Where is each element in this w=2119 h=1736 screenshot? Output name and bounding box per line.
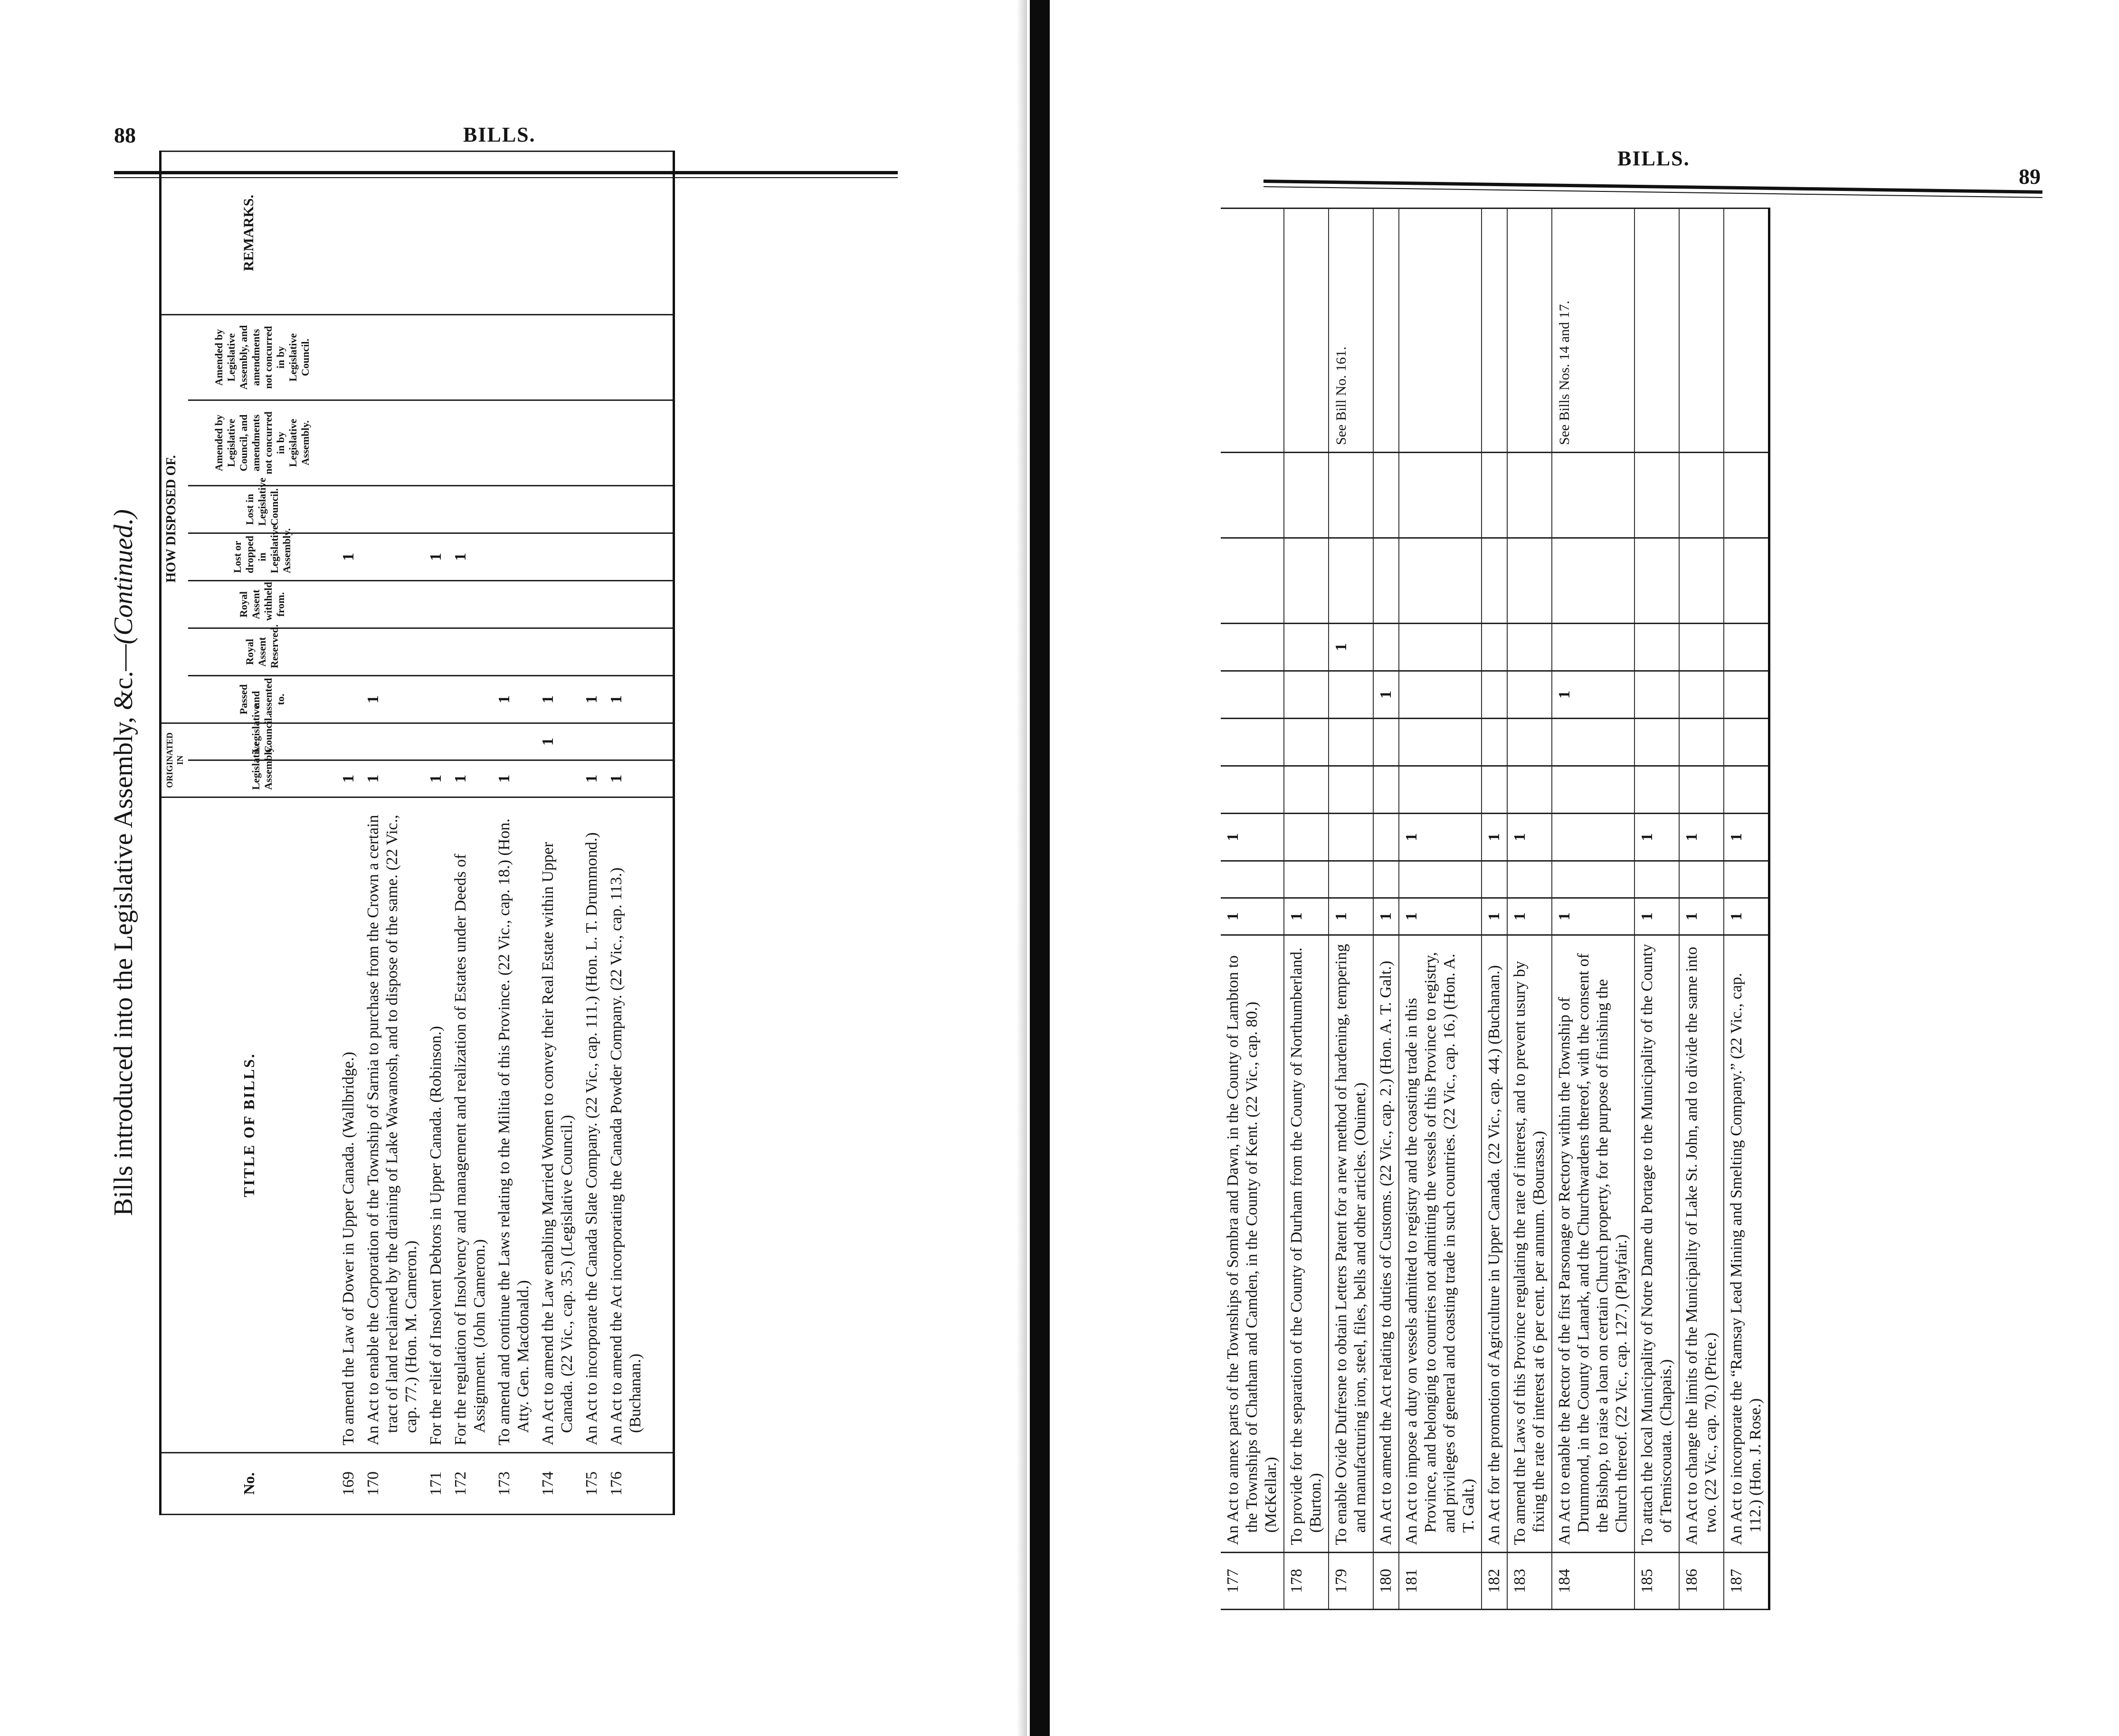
remarks-cell — [336, 151, 361, 314]
bill-number: 178 — [1284, 1553, 1329, 1610]
bill-title: An Act to amend the Law enabling Married Women to convey their Real Estate within Upper Canada. (22 Vic., cap. 35.) (Legislative Council.) — [536, 797, 580, 1453]
bill-title: To enable Ovide Dufresne to obtain Letters Patent for a new method of hardening, tempering and manufacturing iron, steel, files, bells and other articles. (Ouimet.) — [1329, 935, 1373, 1553]
cell-mark — [1284, 814, 1329, 861]
cell-mark — [1507, 624, 1552, 671]
bill-title: An Act to incorporate the Canada Slate Company. (22 Vic., cap. 111.) (Hon. L. T. Drummond.) — [580, 797, 604, 1453]
cell-mark — [1329, 671, 1373, 719]
cell-mark — [1724, 453, 1769, 538]
cell-mark — [424, 314, 448, 400]
col-how-disposed: HOW DISPOSED OF. — [161, 314, 189, 723]
table-row — [1373, 209, 1399, 1610]
table-row — [1552, 209, 1634, 1610]
table-row — [1724, 209, 1769, 1610]
running-header: BILLS. — [1617, 147, 1690, 170]
col-lost-dropped-la: Lost or dropped in Legislative Assembly. — [188, 533, 336, 581]
cell-mark — [1221, 671, 1284, 719]
bill-number: 176 — [604, 1453, 648, 1515]
cell-mark: 1 — [1482, 814, 1507, 861]
header-row — [161, 151, 189, 1514]
cell-mark — [1507, 861, 1552, 898]
col-lost-lc: Lost in Legislative Council. — [188, 486, 336, 533]
cell-mark — [1329, 453, 1373, 538]
cell-mark — [336, 581, 361, 628]
cell-mark: 1 — [580, 676, 604, 723]
remarks-cell — [424, 151, 448, 314]
cell-mark — [1399, 671, 1482, 719]
cell-mark — [1373, 719, 1399, 766]
col-title: TITLE OF BILLS. — [161, 797, 337, 1453]
cell-mark: 1 — [1552, 671, 1634, 719]
table-row — [1679, 209, 1724, 1610]
cell-mark — [1284, 719, 1329, 766]
cell-mark: 1 — [1329, 624, 1373, 671]
cell-mark — [1724, 671, 1769, 719]
remarks-cell — [1482, 209, 1507, 453]
cell-mark — [1552, 766, 1634, 814]
cell-mark: 1 — [1634, 898, 1679, 935]
col-amended-lc: Amended by Legislative Council, and amendments not concurred in by Legislative Assembly. — [188, 400, 336, 486]
bill-number: 179 — [1329, 1553, 1373, 1610]
remarks-cell — [1634, 209, 1679, 453]
col-remarks: REMARKS. — [161, 151, 337, 314]
cell-mark — [1679, 453, 1724, 538]
col-royal-reserved: Royal Assent Reserved. — [188, 628, 336, 676]
cell-mark — [1507, 538, 1552, 624]
cell-mark — [1724, 861, 1769, 898]
col-originated-in: ORIGINATED IN — [161, 723, 189, 797]
cell-mark — [1399, 861, 1482, 898]
table-row — [1507, 209, 1552, 1610]
cell-mark: 1 — [1221, 814, 1284, 861]
cell-mark: 1 — [361, 676, 424, 723]
cell-mark — [604, 314, 648, 400]
cell-mark: 1 — [424, 760, 448, 797]
cell-mark — [424, 628, 448, 676]
bills-table-right — [1221, 208, 1770, 1610]
cell-mark — [1373, 814, 1399, 861]
cell-mark — [361, 533, 424, 581]
bill-title: For the regulation of Insolvency and management and realization of Estates under Deeds of Assignment. (John Cameron.) — [448, 797, 492, 1453]
table-row — [604, 151, 648, 1514]
cell-mark — [1482, 453, 1507, 538]
cell-mark — [580, 628, 604, 676]
cell-mark — [1634, 624, 1679, 671]
cell-mark — [492, 400, 536, 486]
table-row — [1634, 209, 1679, 1610]
cell-mark — [604, 400, 648, 486]
remarks-cell — [1399, 209, 1482, 453]
cell-mark — [361, 723, 424, 760]
empty-cell — [648, 797, 674, 1453]
cell-mark — [448, 676, 492, 723]
cell-mark — [492, 314, 536, 400]
bill-number: 172 — [448, 1453, 492, 1515]
bill-title: To amend the Law of Dower in Upper Canada. (Wallbridge.) — [336, 797, 361, 1453]
remarks-cell — [1507, 209, 1552, 453]
cell-mark — [361, 400, 424, 486]
cell-mark — [1284, 538, 1329, 624]
bill-title: To provide for the separation of the County of Durham from the County of Northumberland. (Burton.) — [1284, 935, 1329, 1553]
cell-mark — [1634, 861, 1679, 898]
cell-mark — [424, 581, 448, 628]
cell-mark: 1 — [448, 760, 492, 797]
bill-title: An Act to impose a duty on vessels admitted to registry and the coasting trade in this Province, and belonging to countries not admitting the vessels of this Province to registry, and privileges of general and coasting trade in such countries. (22 Vic., cap. 16.) (Hon. A. T. Galt.) — [1399, 935, 1482, 1553]
left-table-rotated — [159, 151, 675, 1515]
cell-mark — [1329, 861, 1373, 898]
cell-mark: 1 — [336, 533, 361, 581]
page-number: 88 — [114, 123, 136, 147]
cell-mark — [1634, 719, 1679, 766]
bill-number: 185 — [1634, 1553, 1679, 1610]
remarks-cell — [1221, 209, 1284, 453]
bill-number: 180 — [1373, 1553, 1399, 1610]
bill-title: An Act to annex parts of the Townships of Sombra and Dawn, in the County of Lambton to the Townships of Chatham and Camden, in the County of Kent. (22 Vic., cap. 80.) (McKellar.) — [1221, 935, 1284, 1553]
cell-mark — [1221, 624, 1284, 671]
cell-mark — [1679, 861, 1724, 898]
cell-mark — [1482, 861, 1507, 898]
cell-mark — [536, 760, 580, 797]
cell-mark — [1221, 766, 1284, 814]
cell-mark — [1507, 453, 1552, 538]
cell-mark: 1 — [361, 760, 424, 797]
cell-mark — [1284, 861, 1329, 898]
cell-mark — [1679, 671, 1724, 719]
cell-mark: 1 — [492, 676, 536, 723]
cell-mark: 1 — [1399, 898, 1482, 935]
cell-mark — [1373, 453, 1399, 538]
bill-title: An Act to change the limits of the Municipality of Lake St. John, and to divide the same into two. (22 Vic., cap. 70.) (Price.) — [1679, 935, 1724, 1553]
cell-mark — [361, 581, 424, 628]
remarks-cell — [1724, 209, 1769, 453]
table-caption — [108, 509, 139, 1216]
cell-mark — [492, 533, 536, 581]
table-row — [1221, 209, 1284, 1610]
cell-mark — [1221, 538, 1284, 624]
cell-mark — [580, 723, 604, 760]
cell-mark — [1482, 719, 1507, 766]
bill-title: An Act to enable the Corporation of the Township of Sarnia to purchase from the Crown a certain tract of land reclaimed by the draining of Lake Wawanosh, and to dispose of the same. (22 Vic., cap. 77.) (Hon. M. Cameron.) — [361, 797, 424, 1453]
bill-title: For the relief of Insolvent Debtors in Upper Canada. (Robinson.) — [424, 797, 448, 1453]
cell-mark — [336, 723, 361, 760]
cell-mark: 1 — [1507, 898, 1552, 935]
cell-mark — [1399, 719, 1482, 766]
remarks-cell — [448, 151, 492, 314]
cell-mark — [336, 400, 361, 486]
cell-mark — [492, 628, 536, 676]
bill-number: 182 — [1482, 1553, 1507, 1610]
remarks-cell — [492, 151, 536, 314]
cell-mark: 1 — [1679, 898, 1724, 935]
remarks-cell — [1679, 209, 1724, 453]
empty-cell — [648, 723, 674, 760]
col-legislative-council: Legislative Council. — [188, 723, 336, 760]
cell-mark — [1284, 766, 1329, 814]
table-row — [361, 151, 424, 1514]
cell-mark: 1 — [604, 676, 648, 723]
cell-mark — [1507, 671, 1552, 719]
cell-mark — [1329, 538, 1373, 624]
bill-title: An Act to enable the Rector of the first Parsonage or Rectory within the Township of Drummond, in the County of Lanark, and the Churchwardens thereof, with the consent of the Bishop, to raise a loan on certain Church property, for the purpose of finishing the Church thereof. (22 Vic., cap. 127.) (Playfair.) — [1552, 935, 1634, 1553]
caption-continued: (Continued.) — [109, 509, 138, 645]
empty-cell — [648, 314, 674, 400]
cell-mark — [361, 486, 424, 533]
remarks-cell — [361, 151, 424, 314]
cell-mark — [1724, 624, 1769, 671]
cell-mark — [536, 400, 580, 486]
cell-mark — [604, 486, 648, 533]
cell-mark: 1 — [1724, 814, 1769, 861]
cell-mark — [580, 314, 604, 400]
bill-title: An Act for the promotion of Agriculture in Upper Canada. (22 Vic., cap. 44.) (Buchanan.) — [1482, 935, 1507, 1553]
cell-mark — [336, 314, 361, 400]
table-row — [580, 151, 604, 1514]
cell-mark — [580, 486, 604, 533]
cell-mark — [1724, 538, 1769, 624]
cell-mark: 1 — [424, 533, 448, 581]
cell-mark — [448, 581, 492, 628]
cell-mark — [1221, 861, 1284, 898]
bill-title: To amend and continue the Laws relating to the Militia of this Province. (22 Vic., cap. 18.) (Hon. Atty. Gen. Macdonald.) — [492, 797, 536, 1453]
bills-table-left — [159, 151, 675, 1515]
cell-mark — [424, 723, 448, 760]
table-row — [424, 151, 448, 1514]
cell-mark — [1552, 453, 1634, 538]
cell-mark — [1552, 624, 1634, 671]
bill-number: 187 — [1724, 1553, 1769, 1610]
cell-mark — [1552, 814, 1634, 861]
cell-mark — [448, 723, 492, 760]
remarks-cell: See Bill No. 161. — [1329, 209, 1373, 453]
bill-title: To attach the local Municipality of Notre Dame du Portage to the Municipality of the County of Temiscouata. (Chapais.) — [1634, 935, 1679, 1553]
cell-mark — [448, 314, 492, 400]
col-legislative-assembly: Legislative Assembly. — [188, 760, 336, 797]
cell-mark — [361, 628, 424, 676]
cell-mark — [1634, 538, 1679, 624]
cell-mark — [336, 676, 361, 723]
remarks-cell: See Bills Nos. 14 and 17. — [1552, 209, 1634, 453]
cell-mark: 1 — [1679, 814, 1724, 861]
cell-mark — [580, 533, 604, 581]
cell-mark: 1 — [1399, 814, 1482, 861]
cell-mark — [1552, 719, 1634, 766]
cell-mark — [1552, 861, 1634, 898]
cell-mark — [1679, 538, 1724, 624]
cell-mark — [492, 723, 536, 760]
empty-cell — [648, 400, 674, 486]
col-amended-la: Amended by Legislative Assembly, and amendments not concurred in by Legislative Council. — [188, 314, 336, 400]
cell-mark: 1 — [1284, 898, 1329, 935]
table-row — [1399, 209, 1482, 1610]
empty-cell — [648, 581, 674, 628]
cell-mark — [1482, 671, 1507, 719]
cell-mark: 1 — [336, 760, 361, 797]
cell-mark — [1373, 624, 1399, 671]
cell-mark — [536, 581, 580, 628]
cell-mark — [361, 314, 424, 400]
bill-title: An Act to amend the Act incorporating the Canada Powder Company. (22 Vic., cap. 113.) (Buchanan.) — [604, 797, 648, 1453]
cell-mark — [424, 400, 448, 486]
cell-mark: 1 — [580, 760, 604, 797]
empty-cell — [648, 151, 674, 314]
cell-mark: 1 — [1552, 898, 1634, 935]
cell-mark — [604, 723, 648, 760]
bill-number: 184 — [1552, 1553, 1634, 1610]
caption-text: Bills introduced into the Legislative Assembly, &c.— — [109, 644, 138, 1216]
bill-number: 177 — [1221, 1553, 1284, 1610]
table-row — [1329, 209, 1373, 1610]
empty-cell — [648, 1453, 674, 1515]
cell-mark: 1 — [1373, 898, 1399, 935]
cell-mark: 1 — [1221, 898, 1284, 935]
cell-mark — [1329, 766, 1373, 814]
remarks-cell — [1284, 209, 1329, 453]
table-row — [1284, 209, 1329, 1610]
bill-title: An Act to amend the Act relating to duties of Customs. (22 Vic., cap. 2.) (Hon. A. T. Galt.) — [1373, 935, 1399, 1553]
cell-mark: 1 — [536, 723, 580, 760]
table-row — [492, 151, 536, 1514]
cell-mark — [536, 628, 580, 676]
cell-mark: 1 — [1482, 898, 1507, 935]
table-row — [336, 151, 361, 1514]
bill-number: 169 — [336, 1453, 361, 1515]
cell-mark — [1552, 538, 1634, 624]
remarks-cell — [604, 151, 648, 314]
bill-number: 186 — [1679, 1553, 1724, 1610]
book-spine — [1030, 0, 1050, 1736]
bill-number: 170 — [361, 1453, 424, 1515]
cell-mark — [1399, 766, 1482, 814]
cell-mark: 1 — [1507, 814, 1552, 861]
empty-cell — [648, 628, 674, 676]
cell-mark — [604, 628, 648, 676]
bill-title: To amend the Laws of this Province regulating the rate of interest, and to prevent usury by fixing the rate of interest at 6 per cent. per annum. (Bourassa.) — [1507, 935, 1552, 1553]
cell-mark — [1634, 671, 1679, 719]
cell-mark — [1221, 719, 1284, 766]
cell-mark — [536, 486, 580, 533]
empty-cell — [648, 486, 674, 533]
cell-mark — [1329, 719, 1373, 766]
empty-cell — [648, 533, 674, 581]
bill-number: 174 — [536, 1453, 580, 1515]
cell-mark: 1 — [1634, 814, 1679, 861]
table-row — [1482, 209, 1507, 1610]
cell-mark — [604, 581, 648, 628]
page-number: 89 — [2019, 164, 2041, 189]
spacer-row — [648, 151, 674, 1514]
cell-mark — [1724, 766, 1769, 814]
cell-mark — [492, 581, 536, 628]
right-table-rotated — [1221, 208, 1770, 1610]
cell-mark — [1373, 538, 1399, 624]
remarks-cell — [1373, 209, 1399, 453]
table-row — [448, 151, 492, 1514]
bill-number: 181 — [1399, 1553, 1482, 1610]
cell-mark — [1399, 624, 1482, 671]
cell-mark: 1 — [492, 760, 536, 797]
running-header: BILLS. — [463, 123, 536, 146]
empty-cell — [648, 676, 674, 723]
cell-mark: 1 — [536, 676, 580, 723]
cell-mark: 1 — [1329, 898, 1373, 935]
cell-mark: 1 — [448, 533, 492, 581]
bill-number: 175 — [580, 1453, 604, 1515]
cell-mark: 1 — [1373, 671, 1399, 719]
cell-mark — [1399, 538, 1482, 624]
cell-mark — [336, 628, 361, 676]
cell-mark — [424, 676, 448, 723]
bill-number: 171 — [424, 1453, 448, 1515]
cell-mark — [448, 400, 492, 486]
cell-mark — [1507, 766, 1552, 814]
table-row — [536, 151, 580, 1514]
remarks-cell — [536, 151, 580, 314]
cell-mark — [1221, 453, 1284, 538]
cell-mark — [424, 486, 448, 533]
bill-number: 173 — [492, 1453, 536, 1515]
cell-mark — [580, 400, 604, 486]
cell-mark — [1284, 453, 1329, 538]
cell-mark — [1634, 766, 1679, 814]
cell-mark — [1373, 861, 1399, 898]
cell-mark — [536, 533, 580, 581]
empty-cell — [648, 760, 674, 797]
col-passed-assented: Passed and assented to. — [188, 676, 336, 723]
cell-mark — [1482, 538, 1507, 624]
cell-mark — [336, 486, 361, 533]
cell-mark — [492, 486, 536, 533]
cell-mark — [1679, 624, 1724, 671]
cell-mark — [1399, 453, 1482, 538]
cell-mark — [1284, 624, 1329, 671]
col-no: No. — [161, 1453, 337, 1515]
cell-mark — [1482, 766, 1507, 814]
cell-mark — [1329, 814, 1373, 861]
cell-mark — [1679, 719, 1724, 766]
cell-mark — [448, 486, 492, 533]
cell-mark — [580, 581, 604, 628]
cell-mark — [1634, 453, 1679, 538]
bill-number: 183 — [1507, 1553, 1552, 1610]
cell-mark — [1679, 766, 1724, 814]
cell-mark — [536, 314, 580, 400]
remarks-cell — [580, 151, 604, 314]
cell-mark — [1507, 719, 1552, 766]
col-royal-withheld: Royal Assent withheld from. — [188, 581, 336, 628]
cell-mark — [1724, 719, 1769, 766]
cell-mark — [1373, 766, 1399, 814]
cell-mark: 1 — [604, 760, 648, 797]
bill-title: An Act to incorporate the “Ramsay Lead Mining and Smelting Company.” (22 Vic., cap. 112.) (Hon. J. Rose.) — [1724, 935, 1769, 1553]
cell-mark — [1482, 624, 1507, 671]
cell-mark: 1 — [1724, 898, 1769, 935]
spine-shadow — [1017, 0, 1027, 1736]
cell-mark — [448, 628, 492, 676]
cell-mark — [604, 533, 648, 581]
cell-mark — [1284, 671, 1329, 719]
